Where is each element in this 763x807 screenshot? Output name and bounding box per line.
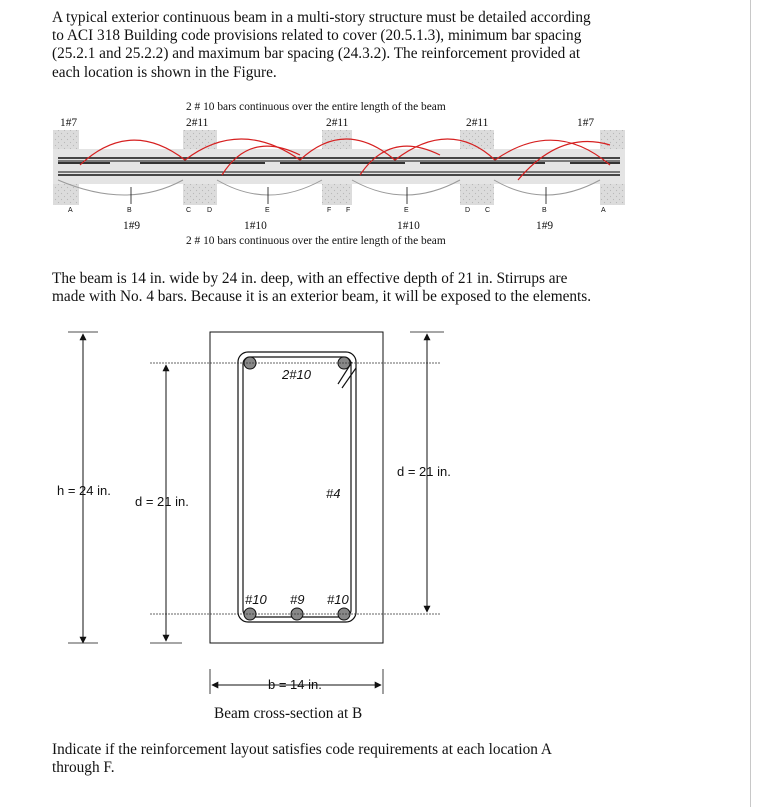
top-bars-label: 2#10 (282, 367, 311, 382)
location-label: C (186, 207, 192, 214)
bottom-bar-label-left: #10 (245, 592, 267, 607)
location-label: A (68, 207, 73, 214)
location-label: F (346, 207, 351, 214)
location-label: F (327, 207, 332, 214)
intro-line: A typical exterior continuous beam in a multi-story structure must be detailed according (52, 9, 591, 26)
bottom-bar-label: 1#10 (244, 220, 267, 232)
question-line: through F. (52, 759, 115, 777)
bottom-continuous-caption: 2 # 10 bars continuous over the entire length of the beam (186, 235, 446, 247)
intro-line: to ACI 318 Building code provisions related to cover (20.5.1.3), minimum bar spacing (52, 27, 582, 45)
top-bar-label: 1#7 (577, 117, 595, 129)
b-dimension-label: b = 14 in. (268, 677, 322, 692)
section-outline (210, 332, 383, 643)
top-bar-label: 2#11 (186, 117, 209, 129)
beam-cross-section (68, 332, 444, 694)
intro-line: (25.2.1 and 25.2.2) and maximum bar spacing (24.3.2). The reinforcement provided at (52, 45, 581, 63)
intro-line: each location is shown in the Figure. (52, 63, 277, 81)
top-bar-label: 1#7 (60, 117, 78, 129)
d-right-dimension-label: d = 21 in. (397, 464, 451, 479)
description-line: The beam is 14 in. wide by 24 in. deep, with an effective depth of 21 in. Stirrups are (52, 270, 568, 287)
top-bar-label: 2#11 (466, 117, 489, 129)
top-continuous-caption: 2 # 10 bars continuous over the entire length of the beam (186, 101, 446, 113)
stirrup (238, 352, 356, 622)
location-label: B (542, 207, 547, 214)
bottom-bar-label-right: #10 (327, 592, 349, 607)
location-label: D (465, 207, 471, 214)
bottom-bar-label: 1#9 (536, 220, 554, 232)
location-label: C (485, 207, 491, 214)
location-label: D (207, 207, 213, 214)
beam-body (53, 149, 625, 184)
location-label: E (404, 207, 409, 214)
beam-elevation-diagram (53, 130, 625, 205)
h-dimension-label: h = 24 in. (57, 483, 111, 498)
d-left-dimension-label: d = 21 in. (135, 494, 189, 509)
description-line: made with No. 4 bars. Because it is an exterior beam, it will be exposed to the elements. (52, 288, 592, 306)
section-caption-text: Beam cross-section at B (214, 705, 363, 722)
question-line: Indicate if the reinforcement layout satisfies code requirements at each location A (52, 741, 552, 758)
location-label: A (601, 207, 606, 214)
stirrup-label: #4 (326, 486, 341, 501)
top-bar-label: 2#11 (326, 117, 349, 129)
location-label: E (265, 207, 270, 214)
bottom-bar-label: 1#9 (123, 220, 141, 232)
location-label: B (127, 207, 132, 214)
bottom-bar-label-middle: #9 (290, 592, 305, 607)
bottom-bar-label: 1#10 (397, 220, 420, 232)
